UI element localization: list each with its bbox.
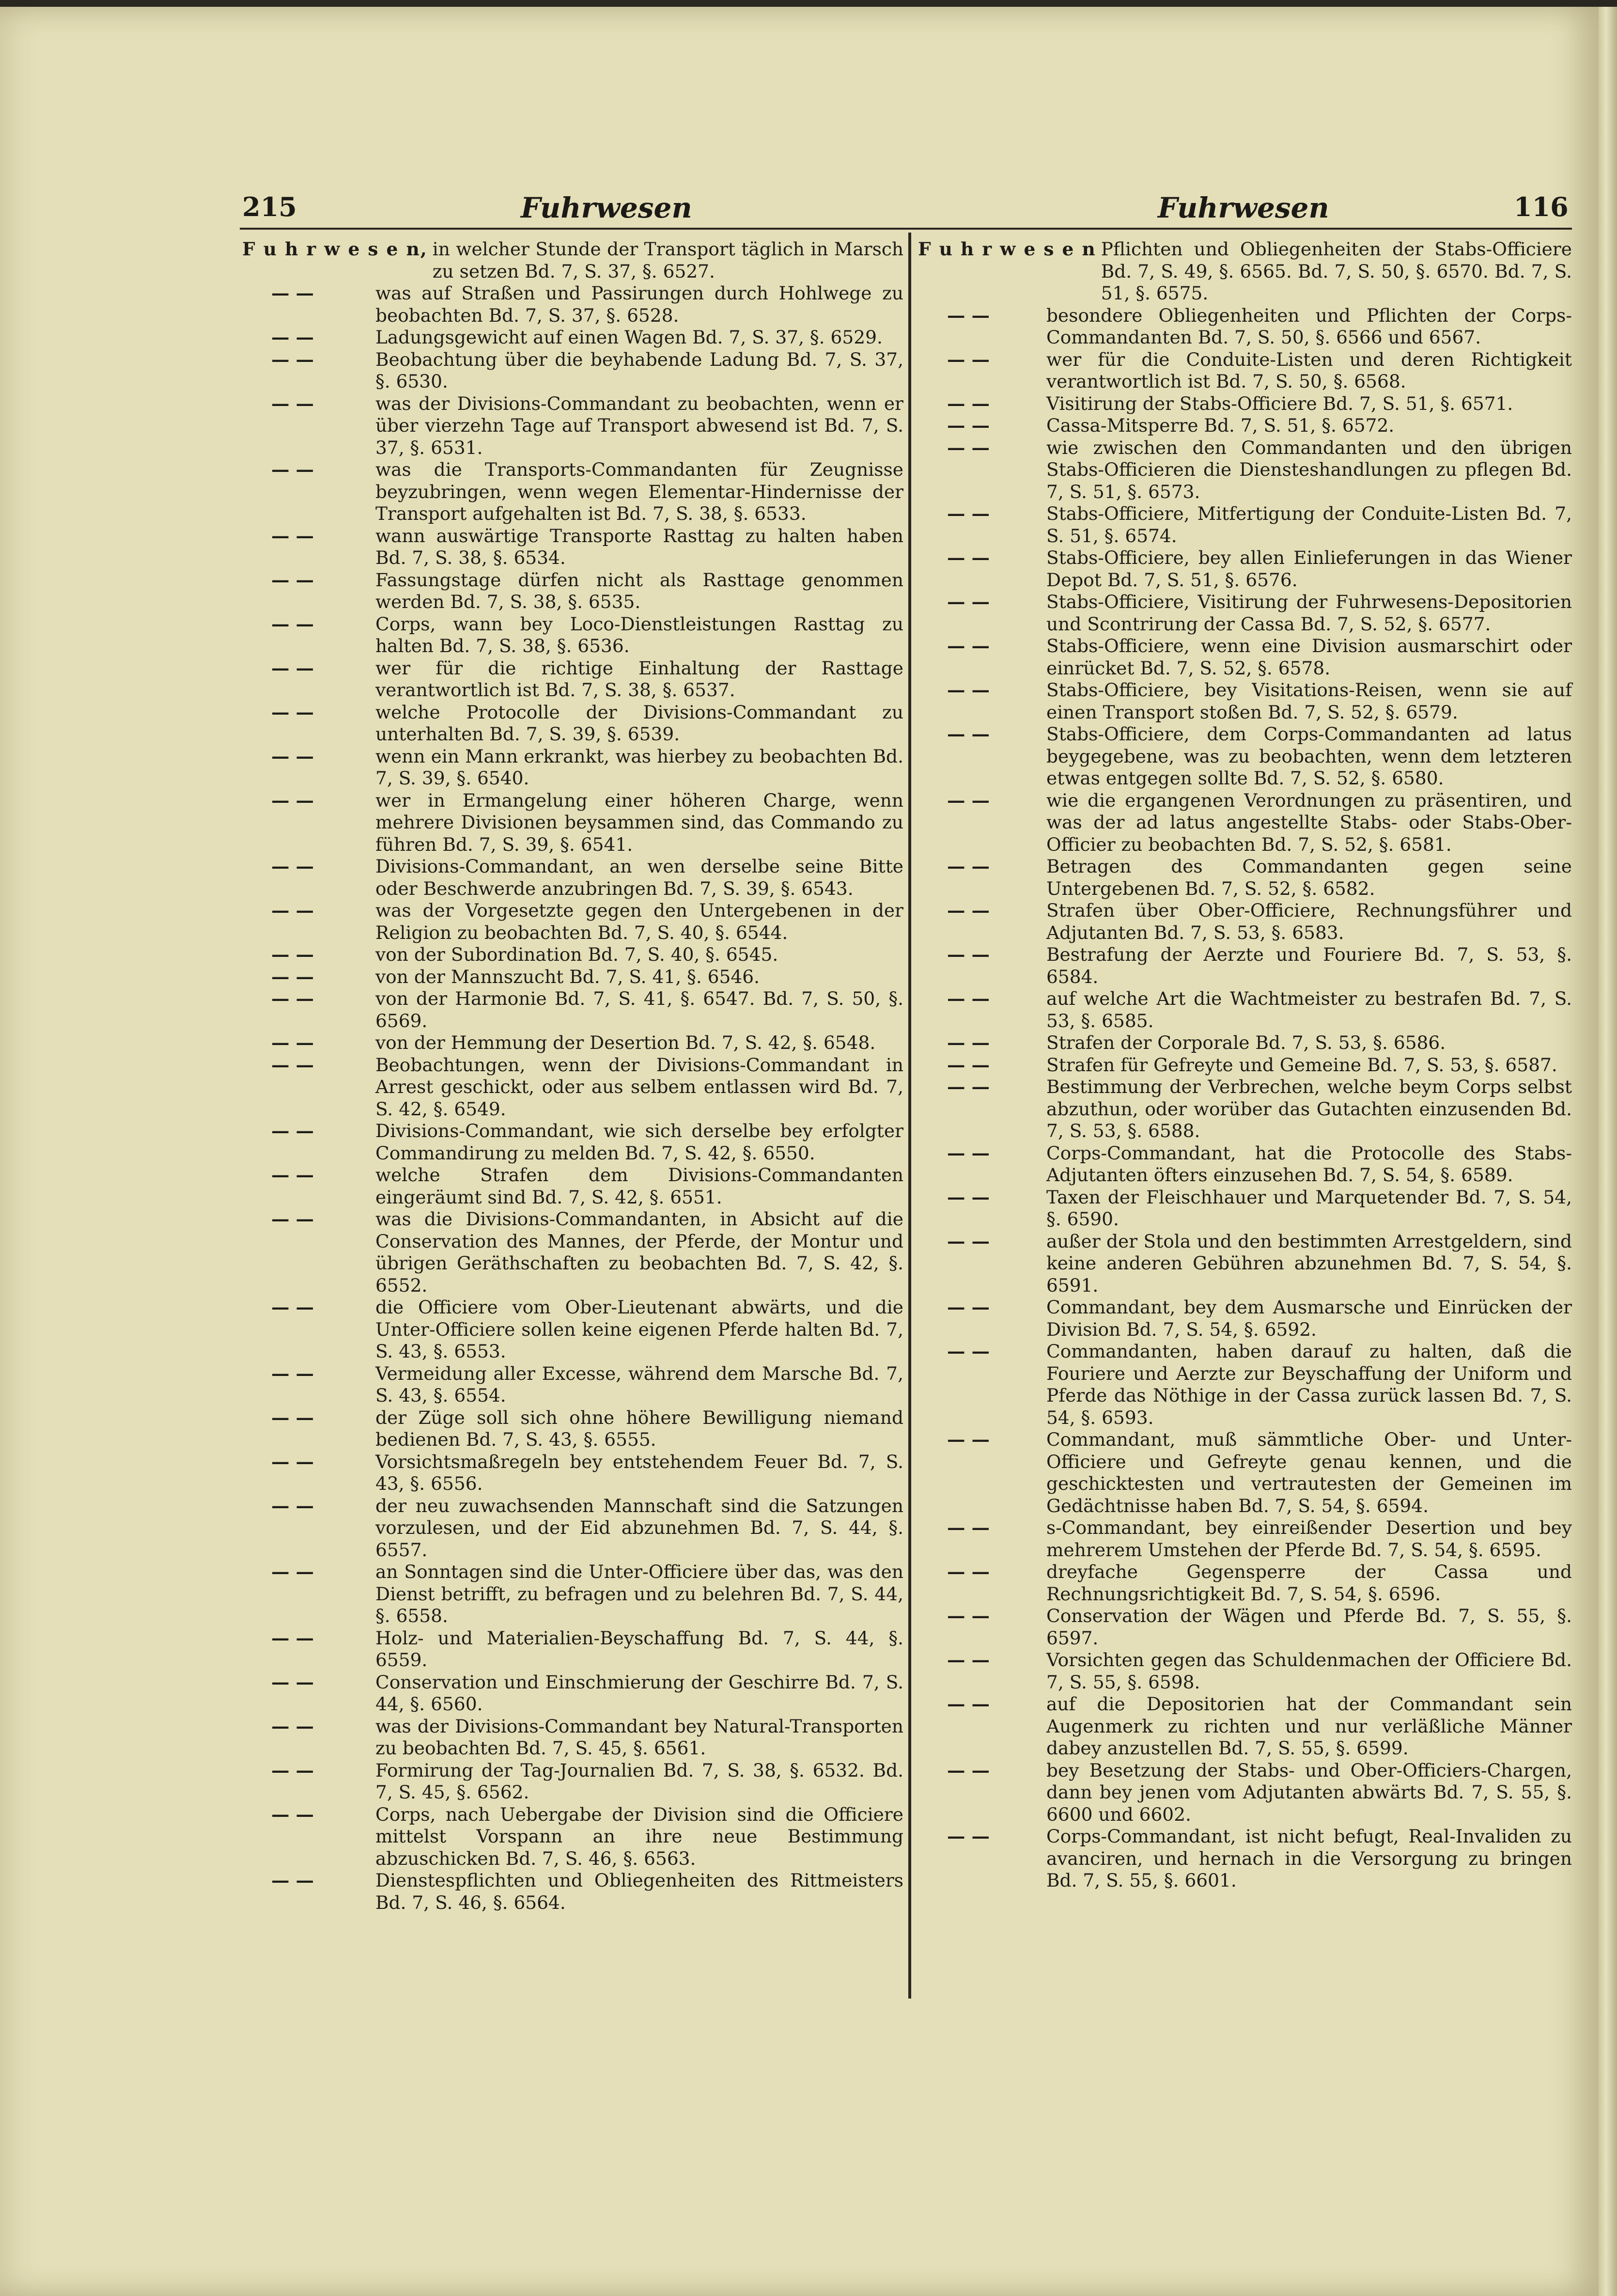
index-entry — [918, 1032, 1572, 1054]
index-entry — [918, 679, 1572, 723]
index-entry — [242, 1760, 903, 1804]
entry-text: was die Divisions-Commandanten, in Absicht auf die Conservation des Mannes, der Pferde, der Montur und übrigen Geräthschaften zu beobachten Bd. 7, S. 42, §. 6552. — [375, 1208, 903, 1296]
entry-text: Strafen der Corporale Bd. 7, S. 53, §. 6586. — [1046, 1032, 1446, 1053]
ditto-dash: — — — [947, 304, 990, 326]
ditto-dash: — — — [271, 282, 314, 304]
index-entry — [242, 393, 903, 459]
index-entry — [918, 900, 1572, 944]
index-entry — [918, 635, 1572, 679]
ditto-dash: — — — [947, 547, 990, 568]
entry-headword: F u h r w e s e n — [918, 238, 1096, 260]
entry-text: Vorsichtsmaßregeln bey entstehendem Feuer Bd. 7, S. 43, §. 6556. — [375, 1451, 903, 1494]
entry-text: Stabs-Officiere, dem Corps-Commandanten ad latus beygegebene, was zu beobachten, wenn dem letzteren etwas entgegen sollte Bd. 7, S. 52, §. 6580. — [1046, 723, 1572, 789]
index-entry — [242, 238, 903, 282]
entry-text: Strafen über Ober-Officiere, Rechnungsführer und Adjutanten Bd. 7, S. 53, §. 6583. — [1046, 900, 1572, 943]
index-entry — [918, 790, 1572, 856]
ditto-dash: — — — [947, 723, 990, 745]
index-entry — [918, 1231, 1572, 1297]
ditto-dash: — — — [271, 459, 314, 480]
ditto-dash: — — — [947, 1561, 990, 1582]
ditto-dash: — — — [947, 1693, 990, 1715]
index-entry — [242, 944, 903, 966]
index-entry — [918, 856, 1572, 900]
ditto-dash: — — — [947, 1517, 990, 1538]
entry-text: was der Divisions-Commandant bey Natural-Transporten zu beobachten Bd. 7, S. 45, §. 6561. — [375, 1715, 903, 1759]
ditto-dash: — — — [271, 1362, 314, 1384]
ditto-dash: — — — [947, 1759, 990, 1781]
entry-text: Conservation und Einschmierung der Geschirre Bd. 7, S. 44, §. 6560. — [375, 1671, 903, 1715]
entry-text: Ladungsgewicht auf einen Wagen Bd. 7, S. 37, §. 6529. — [375, 327, 883, 348]
index-entry — [242, 1054, 903, 1121]
ditto-dash: — — — [271, 327, 314, 348]
ditto-dash: — — — [271, 1759, 314, 1781]
entry-text: wann auswärtige Transporte Rasttag zu halten haben Bd. 7, S. 38, §. 6534. — [375, 525, 903, 568]
index-entry — [242, 525, 903, 569]
entry-text: Fassungstage dürfen nicht als Rasttage genommen werden Bd. 7, S. 38, §. 6535. — [375, 569, 903, 612]
entry-text: wer für die Conduite-Listen und deren Richtigkeit verantwortlich ist Bd. 7, S. 50, §. 6568. — [1046, 348, 1572, 392]
entry-text: welche Protocolle der Divisions-Commandant zu unterhalten Bd. 7, S. 39, §. 6539. — [375, 701, 903, 745]
ditto-dash: — — — [271, 1208, 314, 1230]
right-page-number: 116 — [1514, 191, 1569, 222]
entry-text: Betragen des Commandanten gegen seine Untergebenen Bd. 7, S. 52, §. 6582. — [1046, 856, 1572, 899]
ditto-dash: — — — [271, 1296, 314, 1318]
index-entry — [242, 657, 903, 702]
index-entry — [918, 1693, 1572, 1760]
ditto-dash: — — — [271, 966, 314, 987]
ditto-dash: — — — [271, 1032, 314, 1053]
index-entry — [918, 547, 1572, 591]
index-entry — [918, 305, 1572, 349]
entry-text: von der Hemmung der Desertion Bd. 7, S. 42, §. 6548. — [375, 1032, 876, 1053]
entry-text: Vermeidung aller Excesse, während dem Marsche Bd. 7, S. 43, §. 6554. — [375, 1362, 903, 1406]
entry-text: auf welche Art die Wachtmeister zu bestrafen Bd. 7, S. 53, §. 6585. — [1046, 988, 1572, 1031]
ditto-dash: — — — [947, 1230, 990, 1252]
index-entry — [242, 1120, 903, 1164]
entry-text: Divisions-Commandant, an wen derselbe seine Bitte oder Beschwerde anzubringen Bd. 7, S. 39, §. 6543. — [375, 856, 903, 899]
ditto-dash: — — — [271, 613, 314, 635]
ditto-dash: — — — [947, 1649, 990, 1671]
index-entry — [242, 966, 903, 988]
left-running-title: Fuhrwesen — [521, 191, 692, 224]
entry-text: Bestrafung der Aerzte und Fouriere Bd. 7, S. 53, §. 6584. — [1046, 944, 1572, 987]
ditto-dash: — — — [271, 789, 314, 811]
ditto-dash: — — — [271, 988, 314, 1009]
entry-text: Stabs-Officiere, wenn eine Division ausmarschirt oder einrücket Bd. 7, S. 52, §. 6578. — [1046, 635, 1572, 679]
ditto-dash: — — — [947, 1032, 990, 1053]
index-entry — [918, 1076, 1572, 1142]
entry-text: Pflichten und Obliegenheiten der Stabs-Officiere Bd. 7, S. 49, §. 6565. Bd. 7, S. 50, §. 6570. Bd. 7, S. 51, §. 6575. — [1101, 238, 1572, 304]
entry-text: Beobachtungen, wenn der Divisions-Commandant in Arrest geschickt, oder aus selbem entlassen wird Bd. 7, S. 42, §. 6549. — [375, 1054, 903, 1120]
index-entry — [918, 349, 1572, 393]
ditto-dash: — — — [271, 1870, 314, 1891]
ditto-dash: — — — [947, 392, 990, 414]
index-entry — [242, 1870, 903, 1914]
index-entry — [242, 1561, 903, 1627]
ditto-dash: — — — [947, 1341, 990, 1362]
index-entry — [242, 1363, 903, 1407]
index-entry — [242, 1716, 903, 1760]
ditto-dash: — — — [947, 503, 990, 524]
entry-text: Beobachtung über die beyhabende Ladung Bd. 7, S. 37, §. 6530. — [375, 348, 903, 392]
index-entry — [918, 1649, 1572, 1693]
header-rule — [240, 228, 1572, 230]
entry-text: wer in Ermangelung einer höheren Charge, wenn mehrere Divisionen beysammen sind, das Commando zu führen Bd. 7, S. 39, §. 6541. — [375, 789, 903, 855]
ditto-dash: — — — [271, 657, 314, 679]
index-entry — [242, 613, 903, 657]
ditto-dash: — — — [271, 525, 314, 547]
ditto-dash: — — — [271, 1451, 314, 1472]
entry-text: die Officiere vom Ober-Lieutenant abwärts, und die Unter-Officiere sollen keine eigenen Pferde halten Bd. 7, S. 43, §. 6553. — [375, 1296, 903, 1362]
entry-text: auf die Depositorien hat der Commandant sein Augenmerk zu richten und nur verläßliche Männer dabey anzustellen Bd. 7, S. 55, §. 6599. — [1046, 1693, 1572, 1759]
ditto-dash: — — — [271, 701, 314, 723]
ditto-dash: — — — [947, 856, 990, 877]
index-entry — [242, 327, 903, 349]
index-entry — [242, 569, 903, 613]
ditto-dash: — — — [947, 1429, 990, 1450]
entry-text: Commandanten, haben darauf zu halten, daß die Fouriere und Aerzte zur Beyschaffung der Uniform und Pferde das Nöthige in der Cassa zurück lassen Bd. 7, S. 54, §. 6593. — [1046, 1341, 1572, 1428]
page-header — [0, 191, 1599, 225]
index-entry — [242, 349, 903, 393]
entry-text: Holz- und Materialien-Beyschaffung Bd. 7, S. 44, §. 6559. — [375, 1627, 903, 1671]
index-entry — [918, 1142, 1572, 1187]
entry-text: der Züge soll sich ohne höhere Bewilligung niemand bedienen Bd. 7, S. 43, §. 6555. — [375, 1406, 903, 1450]
entry-text: was der Vorgesetzte gegen den Untergebenen in der Religion zu beobachten Bd. 7, S. 40, §. 6544. — [375, 900, 903, 943]
entry-text: wie die ergangenen Verordnungen zu präsentiren, und was der ad latus angestellte Stabs- oder Stabs-Ober-Officier zu beobachten Bd. 7, S. 52, §. 6581. — [1046, 789, 1572, 855]
index-entry — [918, 1341, 1572, 1429]
ditto-dash: — — — [947, 1296, 990, 1318]
entry-text: in welcher Stunde der Transport täglich in Marsch zu setzen Bd. 7, S. 37, §. 6527. — [432, 238, 903, 282]
index-entry — [918, 988, 1572, 1032]
entry-text: Commandant, muß sämmtliche Ober- und Unter-Officiere und Gefreyte genau kennen, und die geschicktesten und vertrautesten der Gemeinen im Gedächtnisse haben Bd. 7, S. 54, §. 6594. — [1046, 1429, 1572, 1516]
ditto-dash: — — — [947, 789, 990, 811]
ditto-dash: — — — [947, 1076, 990, 1097]
ditto-dash: — — — [271, 1671, 314, 1693]
ditto-dash: — — — [271, 900, 314, 921]
right-index-column — [918, 238, 1572, 1892]
entry-text: wer für die richtige Einhaltung der Rasttage verantwortlich ist Bd. 7, S. 38, §. 6537. — [375, 657, 903, 701]
ditto-dash: — — — [271, 1120, 314, 1141]
entry-text: was die Transports-Commandanten für Zeugnisse beyzubringen, wenn wegen Elementar-Hindernisse der Transport aufgehalten ist Bd. 7, S. 38, §. 6533. — [375, 459, 903, 524]
index-entry — [242, 282, 903, 327]
entry-text: Stabs-Officiere, bey Visitations-Reisen, wenn sie auf einen Transport stoßen Bd. 7, S. 52, §. 6579. — [1046, 679, 1572, 723]
right-running-title: Fuhrwesen — [1158, 191, 1329, 224]
index-entry — [918, 1760, 1572, 1826]
index-entry — [242, 1495, 903, 1562]
left-index-column — [242, 238, 903, 1914]
ditto-dash: — — — [271, 944, 314, 965]
ditto-dash: — — — [271, 745, 314, 767]
ditto-dash: — — — [947, 1186, 990, 1208]
index-entry — [242, 1804, 903, 1870]
entry-text: was auf Straßen und Passirungen durch Hohlwege zu beobachten Bd. 7, S. 37, §. 6528. — [375, 282, 903, 326]
entry-text: von der Subordination Bd. 7, S. 40, §. 6545. — [375, 944, 778, 965]
index-entry — [242, 1407, 903, 1451]
entry-text: Vorsichten gegen das Schuldenmachen der Officiere Bd. 7, S. 55, §. 6598. — [1046, 1649, 1572, 1693]
ditto-dash: — — — [947, 1826, 990, 1847]
index-entry — [242, 1627, 903, 1671]
ditto-dash: — — — [947, 415, 990, 436]
index-entry — [918, 1517, 1572, 1561]
index-entry — [918, 503, 1572, 547]
entry-text: Taxen der Fleischhauer und Marquetender Bd. 7, S. 54, §. 6590. — [1046, 1186, 1572, 1230]
entry-text: außer der Stola und den bestimmten Arrestgeldern, sind keine anderen Gebühren abzunehmen Bd. 7, S. 54, §. 6591. — [1046, 1230, 1572, 1296]
entry-text: Divisions-Commandant, wie sich derselbe bey erfolgter Commandirung zu melden Bd. 7, S. 42, §. 6550. — [375, 1120, 903, 1164]
ditto-dash: — — — [271, 1561, 314, 1582]
index-entry — [242, 856, 903, 900]
entry-text: Strafen für Gefreyte und Gemeine Bd. 7, S. 53, §. 6587. — [1046, 1054, 1557, 1076]
ditto-dash: — — — [947, 900, 990, 921]
ditto-dash: — — — [947, 437, 990, 458]
entry-text: bey Besetzung der Stabs- und Ober-Officiers-Chargen, dann bey jenen vom Adjutanten abwärts Bd. 7, S. 55, §. 6600 und 6602. — [1046, 1759, 1572, 1825]
entry-text: von der Harmonie Bd. 7, S. 41, §. 6547. Bd. 7, S. 50, §. 6569. — [375, 988, 903, 1031]
index-entry — [242, 900, 903, 944]
entry-text: wie zwischen den Commandanten und den übrigen Stabs-Officieren die Diensteshandlungen zu pflegen Bd. 7, S. 51, §. 6573. — [1046, 437, 1572, 502]
index-entry — [242, 1032, 903, 1054]
entry-text: dreyfache Gegensperre der Cassa und Rechnungsrichtigkeit Bd. 7, S. 54, §. 6596. — [1046, 1561, 1572, 1605]
index-entry — [918, 238, 1572, 305]
ditto-dash: — — — [271, 1627, 314, 1649]
ditto-dash: — — — [271, 392, 314, 414]
index-entry — [242, 1296, 903, 1363]
column-divider — [908, 233, 911, 1999]
entry-text: Dienstespflichten und Obliegenheiten des Rittmeisters Bd. 7, S. 46, §. 6564. — [375, 1870, 903, 1913]
entry-text: was der Divisions-Commandant zu beobachten, wenn er über vierzehn Tage auf Transport abwesend ist Bd. 7, S. 37, §. 6531. — [375, 392, 903, 458]
entry-text: Corps, wann bey Loco-Dienstleistungen Rasttag zu halten Bd. 7, S. 38, §. 6536. — [375, 613, 903, 656]
index-entry — [918, 1561, 1572, 1605]
index-entry — [918, 393, 1572, 415]
ditto-dash: — — — [271, 1054, 314, 1076]
entry-text: Cassa-Mitsperre Bd. 7, S. 51, §. 6572. — [1046, 415, 1395, 436]
entry-text: Visitirung der Stabs-Officiere Bd. 7, S. 51, §. 6571. — [1046, 392, 1513, 414]
ditto-dash: — — — [271, 1164, 314, 1186]
ditto-dash: — — — [947, 591, 990, 612]
ditto-dash: — — — [947, 1142, 990, 1164]
ditto-dash: — — — [947, 635, 990, 656]
ditto-dash: — — — [947, 1054, 990, 1076]
index-entry — [242, 790, 903, 856]
entry-text: Commandant, bey dem Ausmarsche und Einrücken der Division Bd. 7, S. 54, §. 6592. — [1046, 1296, 1572, 1340]
entry-text: Stabs-Officiere, Mitfertigung der Conduite-Listen Bd. 7, S. 51, §. 6574. — [1046, 503, 1572, 547]
ditto-dash: — — — [271, 1803, 314, 1825]
left-page-number: 215 — [242, 191, 297, 222]
index-entry — [242, 1164, 903, 1208]
entry-text: Stabs-Officiere, bey allen Einlieferungen in das Wiener Depot Bd. 7, S. 51, §. 6576. — [1046, 547, 1572, 591]
entry-text: Conservation der Wägen und Pferde Bd. 7, S. 55, §. 6597. — [1046, 1605, 1572, 1649]
index-entry — [242, 1208, 903, 1296]
ditto-dash: — — — [271, 1495, 314, 1516]
index-entry — [242, 988, 903, 1032]
entry-text: besondere Obliegenheiten und Pflichten der Corps-Commandanten Bd. 7, S. 50, §. 6566 und 6567. — [1046, 304, 1572, 348]
ditto-dash: — — — [947, 679, 990, 701]
entry-text: welche Strafen dem Divisions-Commandanten eingeräumt sind Bd. 7, S. 42, §. 6551. — [375, 1164, 903, 1208]
entry-text: wenn ein Mann erkrankt, was hierbey zu beobachten Bd. 7, S. 39, §. 6540. — [375, 745, 903, 789]
ditto-dash: — — — [271, 569, 314, 591]
index-entry — [918, 1187, 1572, 1231]
entry-text: an Sonntagen sind die Unter-Officiere über das, was den Dienst betrifft, zu befragen und zu belehren Bd. 7, S. 44, §. 6558. — [375, 1561, 903, 1626]
entry-text: Corps-Commandant, hat die Protocolle des Stabs-Adjutanten öfters einzusehen Bd. 7, S. 54, §. 6589. — [1046, 1142, 1572, 1186]
index-entry — [242, 746, 903, 790]
index-entry — [918, 1054, 1572, 1077]
ditto-dash: — — — [271, 856, 314, 877]
entry-text: Stabs-Officiere, Visitirung der Fuhrwesens-Depositorien und Scontrirung der Cassa Bd. 7, S. 52, §. 6577. — [1046, 591, 1572, 635]
ditto-dash: — — — [271, 1715, 314, 1737]
ditto-dash: — — — [947, 1605, 990, 1626]
index-entry — [918, 1605, 1572, 1649]
page-edge — [1599, 7, 1617, 2296]
entry-text: Corps-Commandant, ist nicht befugt, Real-Invaliden zu avanciren, und hernach in die Versorgung zu bringen Bd. 7, S. 55, §. 6601. — [1046, 1826, 1572, 1891]
ditto-dash: — — — [271, 348, 314, 370]
index-entry — [242, 1671, 903, 1716]
index-entry — [918, 1429, 1572, 1517]
index-entry — [918, 944, 1572, 988]
entry-text: der neu zuwachsenden Mannschaft sind die Satzungen vorzulesen, und der Eid abzunehmen Bd. 7, S. 44, §. 6557. — [375, 1495, 903, 1561]
index-entry — [918, 591, 1572, 635]
entry-text: Formirung der Tag-Journalien Bd. 7, S. 38, §. 6532. Bd. 7, S. 45, §. 6562. — [375, 1759, 903, 1803]
index-entry — [918, 437, 1572, 503]
index-entry — [918, 415, 1572, 437]
index-entry — [242, 702, 903, 746]
ditto-dash: — — — [947, 348, 990, 370]
index-entry — [242, 1451, 903, 1495]
ditto-dash: — — — [271, 1406, 314, 1428]
ditto-dash: — — — [947, 988, 990, 1009]
entry-text: Bestimmung der Verbrechen, welche beym Corps selbst abzuthun, oder worüber das Gutachten einzusenden Bd. 7, S. 53, §. 6588. — [1046, 1076, 1572, 1141]
entry-headword: F u h r w e s e n, — [242, 238, 428, 260]
index-entry — [918, 1296, 1572, 1341]
index-entry — [918, 1826, 1572, 1892]
entry-text: Corps, nach Uebergabe der Division sind die Officiere mittelst Vorspann an ihre neue Bestimmung abzuschicken Bd. 7, S. 46, §. 6563. — [375, 1803, 903, 1869]
index-entry — [918, 723, 1572, 790]
entry-text: s-Commandant, bey einreißender Desertion und bey mehrerem Umstehen der Pferde Bd. 7, S. 54, §. 6595. — [1046, 1517, 1572, 1561]
index-entry — [242, 459, 903, 525]
entry-text: von der Mannszucht Bd. 7, S. 41, §. 6546. — [375, 966, 760, 987]
ditto-dash: — — — [947, 944, 990, 965]
